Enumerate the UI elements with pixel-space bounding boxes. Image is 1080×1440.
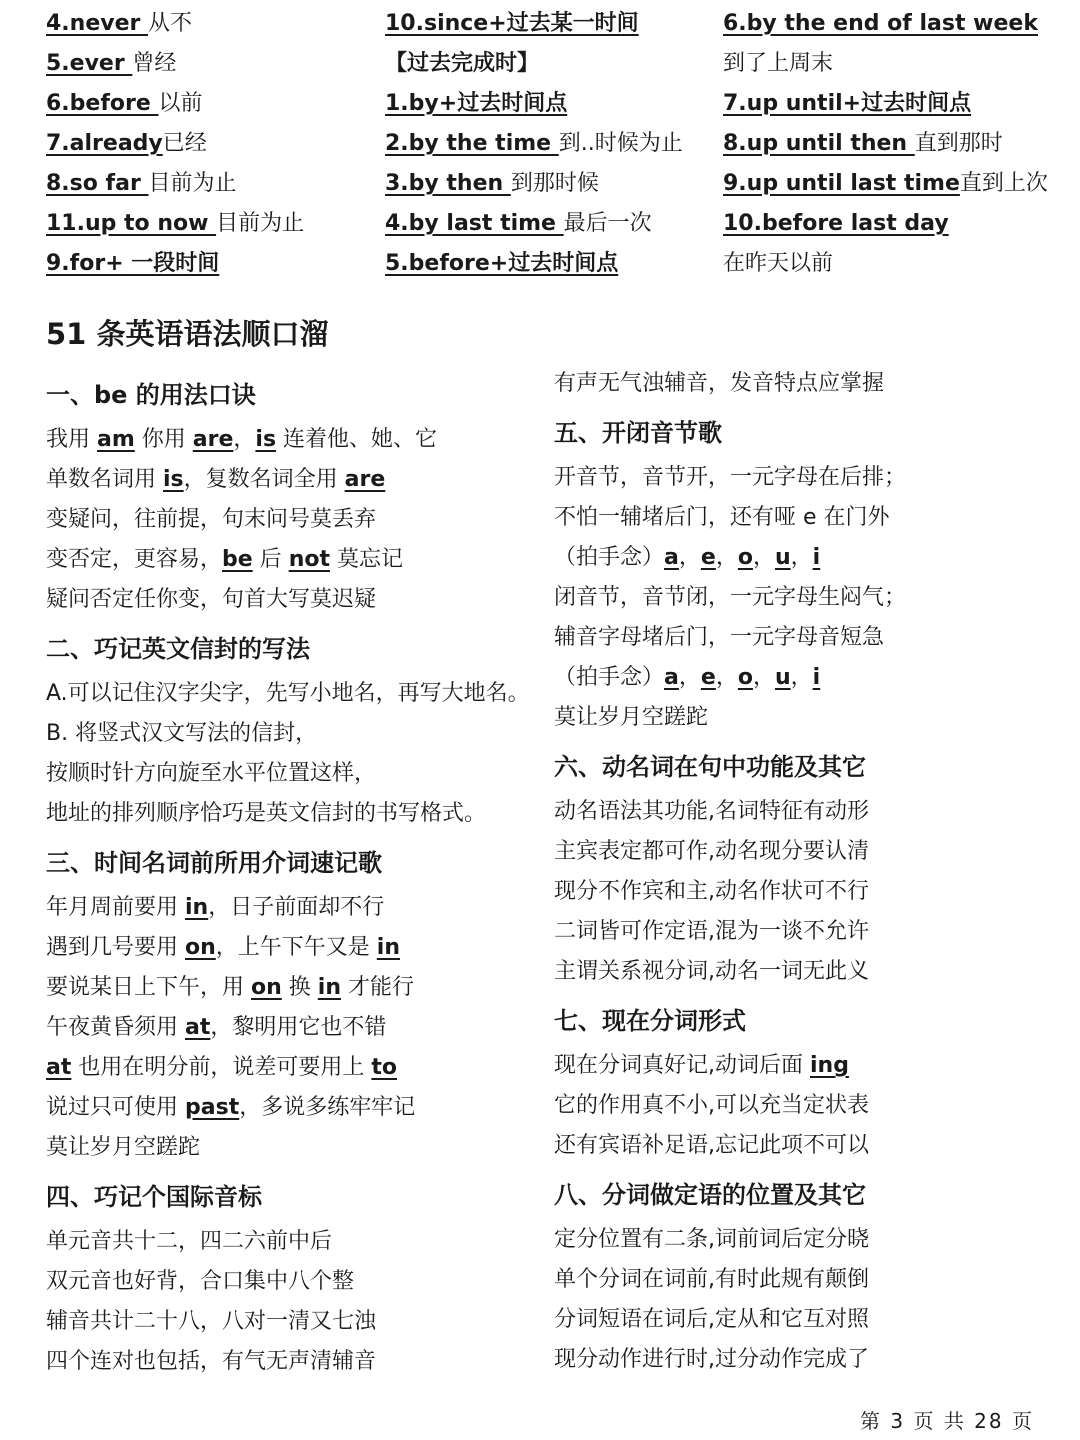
- top-list-item: [385, 244, 705, 284]
- text-segment: 到了上周末: [723, 51, 834, 76]
- keyword-text: am: [97, 427, 135, 452]
- text-segment: ，: [752, 545, 775, 570]
- section-heading: [46, 838, 536, 888]
- text-segment: 双元音也好背，合口集中八个整: [46, 1269, 355, 1294]
- keyword-text: to: [371, 1055, 398, 1080]
- text-segment: 三、时间名词前所用介词速记歌: [46, 849, 382, 877]
- keyword-text: 5.before+过去时间点: [385, 251, 619, 276]
- text-segment: 二词皆可作定语,混为一谈不允许: [554, 919, 869, 944]
- text-segment: ，: [715, 665, 738, 690]
- top-column-3: [723, 4, 1063, 284]
- text-segment: 遇到几号要用: [46, 935, 185, 960]
- verse-line: [554, 1220, 1044, 1260]
- text-segment: 四、巧记个国际音标: [46, 1183, 262, 1211]
- text-segment: 辅音字母堵后门，一元字母音短急: [554, 625, 885, 650]
- text-segment: 六、动名词在句中功能及其它: [554, 753, 866, 781]
- text-segment: 莫忘记: [329, 547, 403, 572]
- text-segment: 四个连对也包括，有气无声清辅音: [46, 1349, 377, 1374]
- text-segment: 现分动作进行时,过分动作完成了: [554, 1347, 869, 1372]
- verse-line: [46, 1342, 536, 1382]
- text-segment: ，: [233, 427, 256, 452]
- text-segment: 才能行: [340, 975, 414, 1000]
- right-column: [554, 364, 1044, 1380]
- top-list-item: [723, 124, 1063, 164]
- text-segment: 说过只可使用: [46, 1095, 185, 1120]
- text-segment: 八、分词做定语的位置及其它: [554, 1181, 866, 1209]
- top-list-item: [46, 124, 366, 164]
- verse-line: [554, 1260, 1044, 1300]
- keyword-text: 8.up until then: [723, 131, 915, 156]
- keyword-text: 4.never: [46, 11, 149, 36]
- keyword-text: on: [185, 935, 216, 960]
- verse-line: [46, 1088, 536, 1128]
- text-segment: 最后一次: [563, 211, 652, 236]
- verse-line: [554, 1300, 1044, 1340]
- verse-line: [554, 792, 1044, 832]
- keyword-text: in: [317, 975, 341, 1000]
- top-list-item: [46, 164, 366, 204]
- text-segment: 目前为止: [148, 171, 237, 196]
- verse-line: [554, 578, 1044, 618]
- keyword-text: a: [664, 545, 679, 570]
- verse-line: [46, 674, 536, 714]
- keyword-text: are: [344, 467, 386, 492]
- text-segment: 动名语法其功能,名词特征有动形: [554, 799, 869, 824]
- keyword-text: 10.before last day: [723, 211, 949, 236]
- verse-line: [46, 1302, 536, 1342]
- text-segment: 要说某日上下午，用: [46, 975, 251, 1000]
- verse-line: [46, 968, 536, 1008]
- section-heading: [554, 742, 1044, 792]
- top-list-item: [723, 244, 1063, 284]
- keyword-text: 6.before: [46, 91, 159, 116]
- top-column-2: [385, 4, 705, 284]
- text-segment: 变否定，更容易，: [46, 547, 223, 572]
- top-list-item: [723, 84, 1063, 124]
- keyword-text: 2.by the time: [385, 131, 559, 156]
- text-segment: 闭音节，音节闭，一元字母生闷气；: [554, 585, 907, 610]
- verse-line: [46, 1008, 536, 1048]
- text-segment: 分词短语在词后,定从和它互对照: [554, 1307, 869, 1332]
- text-segment: 直到上次: [959, 171, 1048, 196]
- text-segment: ，上午下午又是: [215, 935, 377, 960]
- text-segment: 有声无气浊辅音，发音特点应掌握: [554, 371, 885, 396]
- main-title: [46, 308, 328, 360]
- top-list-item: [723, 204, 1063, 244]
- text-segment: 主宾表定都可作,动名现分要认清: [554, 839, 869, 864]
- keyword-text: o: [737, 665, 753, 690]
- verse-line: [554, 1046, 1044, 1086]
- text-segment: 单个分词在词前,有时此规有颠倒: [554, 1267, 869, 1292]
- text-segment: 在昨天以前: [723, 251, 834, 276]
- keyword-text: u: [774, 665, 791, 690]
- text-segment: 莫让岁月空蹉跎: [554, 705, 709, 730]
- top-list-item: [385, 44, 705, 84]
- verse-line: [554, 912, 1044, 952]
- keyword-text: 6.by the end of last week: [723, 11, 1038, 36]
- text-segment: 你用: [134, 427, 193, 452]
- text-segment: ，多说多练牢牢记: [239, 1095, 416, 1120]
- verse-line: [46, 500, 536, 540]
- keyword-text: 9.up until last time: [723, 171, 960, 196]
- top-list-item: [723, 164, 1063, 204]
- keyword-text: i: [812, 665, 821, 690]
- text-segment: 地址的排列顺序恰巧是英文信封的书写格式。: [46, 801, 487, 826]
- text-segment: ，: [790, 545, 813, 570]
- text-segment: ，日子前面却不行: [208, 895, 385, 920]
- verse-line: [46, 794, 536, 834]
- verse-line: [554, 1340, 1044, 1380]
- section-heading: [554, 996, 1044, 1046]
- page-footer: 第 3 页 共 28 页: [860, 1409, 1034, 1433]
- text-segment: 我用: [46, 427, 97, 452]
- text-segment: ，复数名词全用: [183, 467, 345, 492]
- keyword-text: at: [46, 1055, 72, 1080]
- text-segment: ，: [715, 545, 738, 570]
- text-segment: 后: [252, 547, 289, 572]
- text-segment: 二、巧记英文信封的写法: [46, 635, 310, 663]
- text-segment: （拍手念）: [554, 665, 665, 690]
- verse-line: [46, 1128, 536, 1168]
- text-segment: （拍手念）: [554, 545, 665, 570]
- text-segment: 疑问否定任你变，句首大写莫迟疑: [46, 587, 377, 612]
- text-segment: 现分不作宾和主,动名作状可不行: [554, 879, 869, 904]
- verse-line: [46, 460, 536, 500]
- top-list-item: [46, 244, 366, 284]
- verse-line: [46, 1048, 536, 1088]
- keyword-text: be: [222, 547, 253, 572]
- verse-line: [554, 458, 1044, 498]
- keyword-text: 3.by then: [385, 171, 511, 196]
- keyword-text: 11.up to now: [46, 211, 217, 236]
- keyword-text: i: [812, 545, 821, 570]
- main-title-text: 51 条英语语法顺口溜: [46, 317, 329, 351]
- keyword-text: 8.so far: [46, 171, 149, 196]
- text-segment: ，: [678, 545, 701, 570]
- text-segment: 午夜黄昏须用: [46, 1015, 185, 1040]
- keyword-text: on: [251, 975, 282, 1000]
- section-heading: [554, 408, 1044, 458]
- verse-line: [46, 888, 536, 928]
- text-segment: 不怕一辅堵后门，还有哑 e 在门外: [554, 505, 890, 530]
- text-segment: 目前为止: [216, 211, 305, 236]
- top-list-item: [385, 204, 705, 244]
- keyword-text: not: [288, 547, 330, 572]
- section-heading: [554, 1170, 1044, 1220]
- text-segment: A.可以记住汉字尖字，先写小地名，再写大地名。: [46, 681, 530, 706]
- section-heading: [46, 370, 536, 420]
- keyword-text: past: [185, 1095, 240, 1120]
- section-heading: [46, 1172, 536, 1222]
- top-list-item: [723, 4, 1063, 44]
- text-segment: 按顺时针方向旋至水平位置这样，: [46, 761, 377, 786]
- top-list-item: [385, 164, 705, 204]
- keyword-text: in: [185, 895, 209, 920]
- text-segment: 以前: [158, 91, 203, 116]
- keyword-text: 7.up until+过去时间点: [723, 91, 972, 116]
- text-segment: 变疑问，往前提，句末问号莫丢弃: [46, 507, 377, 532]
- verse-line: [46, 1222, 536, 1262]
- top-list-item: [46, 204, 366, 244]
- text-segment: B. 将竖式汉文写法的信封，: [46, 721, 318, 746]
- keyword-text: 10.since+过去某一时间: [385, 11, 639, 36]
- text-segment: ，: [790, 665, 813, 690]
- text-segment: 直到那时: [914, 131, 1003, 156]
- text-segment: 单元音共十二，四二六前中后: [46, 1229, 333, 1254]
- text-segment: 连着他、她、它: [276, 427, 438, 452]
- keyword-text: e: [700, 665, 716, 690]
- verse-line: [554, 364, 1044, 404]
- text-segment: 【过去完成时】: [385, 51, 540, 76]
- text-segment: 曾经: [132, 51, 177, 76]
- text-segment: 从不: [148, 11, 193, 36]
- verse-line: [46, 754, 536, 794]
- text-segment: 定分位置有二条,词前词后定分晓: [554, 1227, 869, 1252]
- verse-line: [46, 580, 536, 620]
- text-segment: ，: [678, 665, 701, 690]
- text-segment: 也用在明分前，说差可要用上: [71, 1055, 372, 1080]
- keyword-text: is: [163, 467, 184, 492]
- keyword-text: 7.already: [46, 131, 163, 156]
- keyword-text: 4.by last time: [385, 211, 564, 236]
- keyword-text: are: [192, 427, 234, 452]
- text-segment: 年月周前要用: [46, 895, 185, 920]
- section-heading: [46, 624, 536, 674]
- verse-line: [554, 832, 1044, 872]
- verse-line: [46, 928, 536, 968]
- verse-line: [554, 698, 1044, 738]
- text-segment: ，黎明用它也不错: [210, 1015, 387, 1040]
- verse-line: [554, 658, 1044, 698]
- verse-line: [46, 420, 536, 460]
- top-list-item: [385, 84, 705, 124]
- top-list-item: [46, 4, 366, 44]
- text-segment: 到..时候为止: [558, 131, 683, 156]
- text-segment: 到那时候: [510, 171, 599, 196]
- left-column: [46, 366, 536, 1382]
- text-segment: 现在分词真好记,动词后面: [554, 1053, 810, 1078]
- text-segment: 换: [281, 975, 318, 1000]
- text-segment: 还有宾语补足语,忘记此项不可以: [554, 1133, 869, 1158]
- keyword-text: 9.for+ 一段时间: [46, 251, 220, 276]
- text-segment: 辅音共计二十八，八对一清又七浊: [46, 1309, 377, 1334]
- verse-line: [554, 538, 1044, 578]
- verse-line: [554, 1126, 1044, 1166]
- keyword-text: 1.by+过去时间点: [385, 91, 568, 116]
- top-list-item: [46, 44, 366, 84]
- top-column-1: [46, 4, 366, 284]
- text-segment: 莫让岁月空蹉跎: [46, 1135, 201, 1160]
- text-segment: 单数名词用: [46, 467, 163, 492]
- top-list-item: [385, 4, 705, 44]
- keyword-text: o: [737, 545, 753, 570]
- text-segment: 五、开闭音节歌: [554, 419, 722, 447]
- verse-line: [46, 1262, 536, 1302]
- verse-line: [554, 952, 1044, 992]
- text-segment: 开音节，音节开，一元字母在后排；: [554, 465, 907, 490]
- keyword-text: in: [376, 935, 400, 960]
- text-segment: 已经: [162, 131, 207, 156]
- top-list-item: [385, 124, 705, 164]
- keyword-text: is: [255, 427, 277, 452]
- verse-line: [46, 714, 536, 754]
- verse-line: [46, 540, 536, 580]
- text-segment: 它的作用真不小,可以充当定状表: [554, 1093, 869, 1118]
- text-segment: 主谓关系视分词,动名一词无此义: [554, 959, 869, 984]
- verse-line: [554, 1086, 1044, 1126]
- verse-line: [554, 618, 1044, 658]
- text-segment: 一、be 的用法口诀: [46, 381, 256, 409]
- top-list-item: [723, 44, 1063, 84]
- top-list-item: [46, 84, 366, 124]
- keyword-text: a: [664, 665, 679, 690]
- keyword-text: e: [700, 545, 716, 570]
- keyword-text: u: [774, 545, 791, 570]
- text-segment: ，: [752, 665, 775, 690]
- keyword-text: ing: [810, 1053, 849, 1078]
- text-segment: 七、现在分词形式: [554, 1007, 746, 1035]
- keyword-text: at: [185, 1015, 211, 1040]
- verse-line: [554, 498, 1044, 538]
- verse-line: [554, 872, 1044, 912]
- keyword-text: 5.ever: [46, 51, 133, 76]
